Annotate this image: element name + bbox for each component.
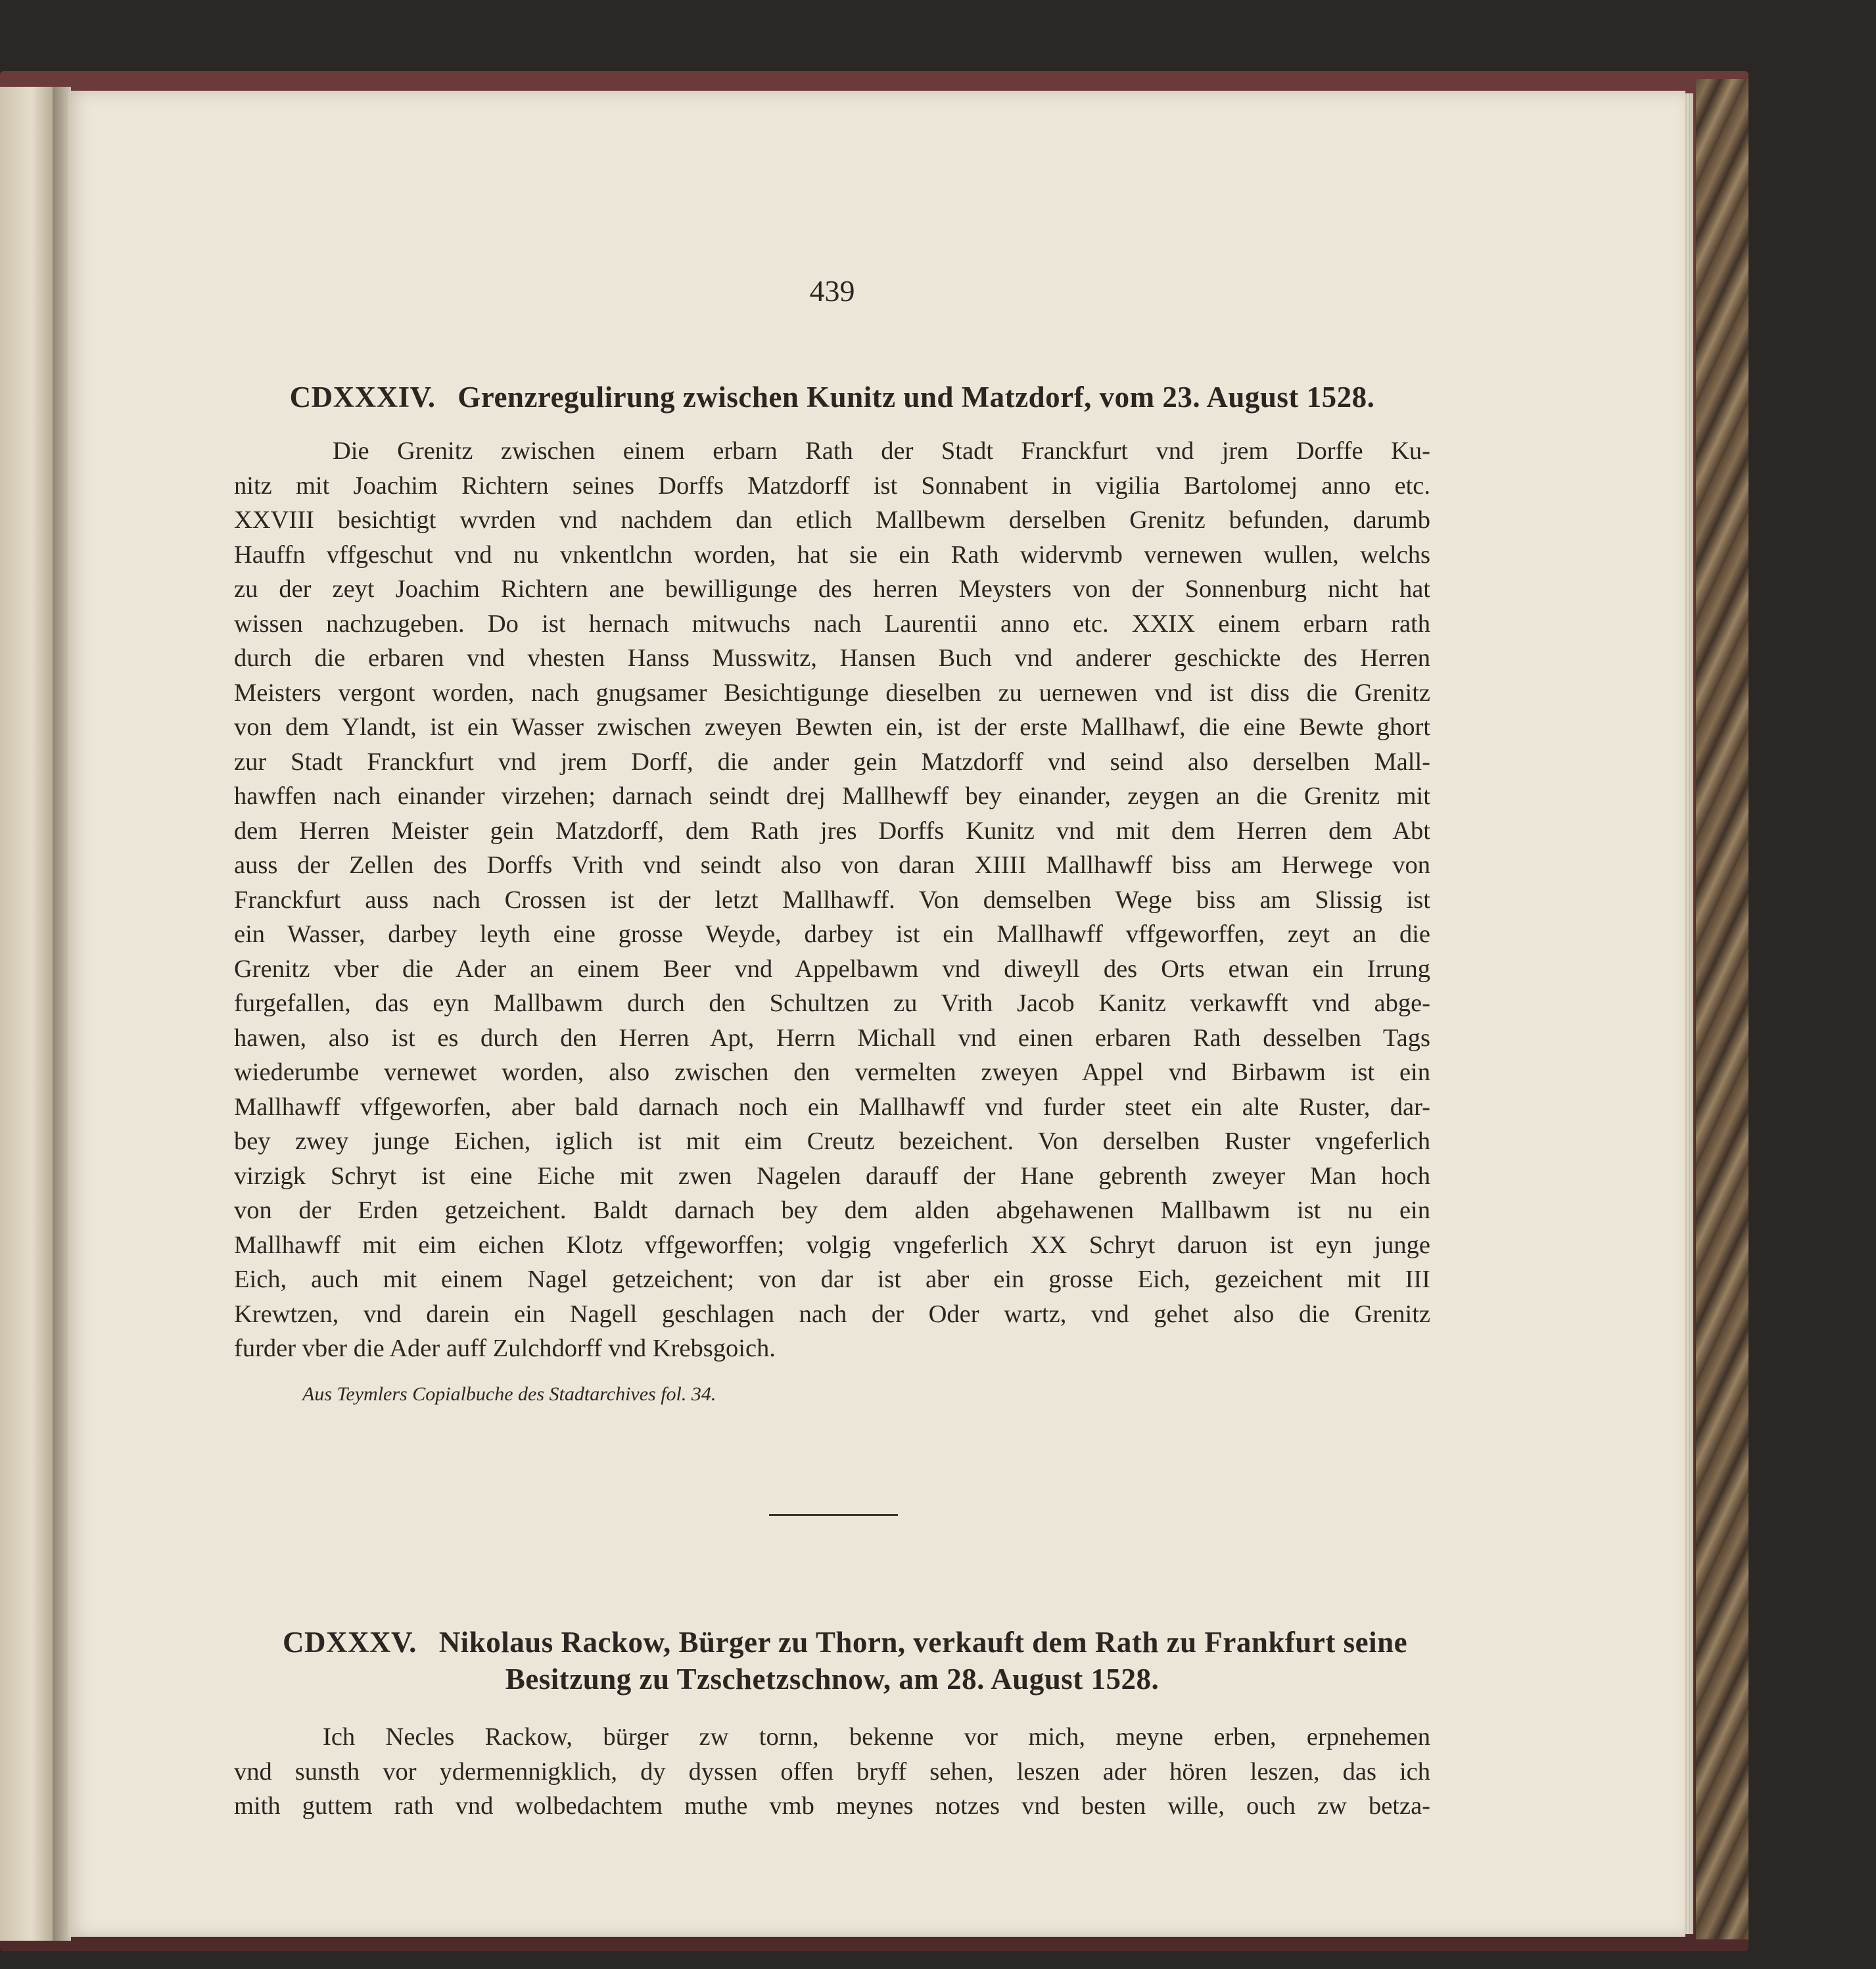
text-line: zu der zeyt Joachim Richtern ane bewilligunge des herren Meysters von der Sonnenburg nicht hat: [234, 575, 1430, 603]
text-line: nitz mit Joachim Richtern seines Dorffs Matzdorff ist Sonnabent in vigilia Bartolomej anno etc.: [234, 471, 1430, 500]
text-line: von der Erden getzeichent. Baldt darnach bey dem alden abgehawenen Mallbawm ist nu ein: [234, 1197, 1430, 1224]
text-line: von dem Ylandt, ist ein Wasser zwischen zweyen Bewten ein, ist der erste Mallhawf, die eine Bewte ghort: [234, 713, 1430, 741]
document-number-1: CDXXXIV.: [289, 381, 436, 414]
text-line: Die Grenitz zwischen einem erbarn Rath der Stadt Franckfurt vnd jrem Dorffe Ku-: [333, 437, 1430, 465]
text-line: Hauffn vffgeschut vnd nu vnkentlchn worden, hat sie ein Rath widervmb vernewen wullen, welchs: [234, 540, 1430, 569]
text-line: Eich, auch mit einem Nagel getzeichent; von dar ist aber ein grosse Eich, gezeichent mit III: [234, 1266, 1430, 1293]
document-heading-2: [283, 1625, 1426, 1659]
text-line: hawen, also ist es durch den Herren Apt, Herrn Michall vnd einen erbaren Rath desselben Tags: [234, 1024, 1430, 1052]
document-body-2: [234, 1720, 1430, 1824]
text-line: dem Herren Meister gein Matzdorff, dem Rath jres Dorffs Kunitz vnd mit dem Herren dem Abt: [234, 817, 1430, 845]
text-line: Mallhawff vffgeworfen, aber bald darnach noch ein Mallhawff vnd furder steet ein alte Ruster, dar-: [234, 1093, 1430, 1121]
text-line: Meisters vergont worden, nach gnugsamer Besichtigunge dieselben zu uernewen vnd ist diss die Grenitz: [234, 678, 1430, 707]
text-line: zur Stadt Franckfurt vnd jrem Dorff, die ander gein Matzdorff vnd seind also derselben Mall-: [234, 747, 1430, 776]
section-divider: [769, 1514, 898, 1516]
left-page-edge: [0, 87, 53, 1941]
text-line: bey zwey junge Eichen, iglich ist mit eim Creutz bezeichent. Von derselben Ruster vngeferlich: [234, 1127, 1430, 1155]
source-citation: Aus Teymlers Copialbuche des Stadtarchives fol. 34.: [302, 1383, 716, 1405]
text-line: auss der Zellen des Dorffs Vrith vnd seindt also von daran XIIII Mallhawff biss am Herwege von: [234, 851, 1430, 879]
document-title-2-line-2: Besitzung zu Tzschetzschnow, am 28. August 1528.: [505, 1663, 1160, 1696]
document-body-1: [234, 434, 1430, 1366]
text-line: hawffen nach einander virzehen; darnach seindt drej Mallhewff bey einander, zeygen an die Grenitz mit: [234, 782, 1430, 810]
marbled-edge: [1696, 79, 1748, 1939]
text-line: furgefallen, das eyn Mallbawm durch den Schultzen zu Vrith Jacob Kanitz verkawfft vnd abge-: [234, 989, 1430, 1017]
text-line: XXVIII besichtigt wvrden vnd nachdem dan etlich Mallbewm derselben Grenitz befunden, darumb: [234, 506, 1430, 534]
text-line: durch die erbaren vnd vhesten Hanss Musswitz, Hansen Buch vnd anderer geschickte des Herren: [234, 644, 1430, 672]
document-title-1: Grenzregulirung zwischen Kunitz und Matzdorf, vom 23. August 1528.: [457, 381, 1375, 414]
text-line: virzigk Schryt ist eine Eiche mit zwen Nagelen darauff der Hane gebrenth zweyer Man hoch: [234, 1162, 1430, 1190]
text-line: vnd sunsth vor ydermennigklich, dy dyssen offen bryff sehen, leszen ader hören leszen, das ich: [234, 1757, 1430, 1786]
text-line: Mallhawff mit eim eichen Klotz vffgeworffen; volgig vngeferlich XX Schryt daruon ist eyn junge: [234, 1231, 1430, 1259]
document-number-2: CDXXXV.: [283, 1626, 417, 1659]
text-line: mith guttem rath vnd wolbedachtem muthe vmb meynes notzes vnd besten wille, ouch zw betza-: [234, 1792, 1430, 1820]
page-number: 439: [809, 274, 855, 308]
text-line: wissen nachzugeben. Do ist hernach mitwuchs nach Laurentii anno etc. XXIX einem erbarn rath: [234, 609, 1430, 638]
book-page: [68, 91, 1685, 1937]
text-line: ein Wasser, darbey leyth eine grosse Weyde, darbey ist ein Mallhawff vffgeworffen, zeyt an die: [234, 920, 1430, 948]
text-line: furder vber die Ader auff Zulchdorff vnd Krebsgoich.: [234, 1335, 776, 1362]
text-line: Ich Necles Rackow, bürger zw tornn, bekenne vor mich, meyne erben, erpnehemen: [323, 1723, 1430, 1751]
text-line: wiederumbe vernewet worden, also zwischen den vermelten zweyen Appel vnd Birbawm ist ein: [234, 1058, 1430, 1086]
text-line: Franckfurt auss nach Crossen ist der letzt Mallhawff. Von demselben Wege biss am Slissig ist: [234, 886, 1430, 914]
text-line: Grenitz vber die Ader an einem Beer vnd Appelbawm vnd diweyll des Orts etwan ein Irrung: [234, 955, 1430, 983]
document-title-2-line-1: Nikolaus Rackow, Bürger zu Thorn, verkauft dem Rath zu Frankfurt seine: [438, 1626, 1408, 1659]
text-line: Krewtzen, vnd darein ein Nagell geschlagen nach der Oder wartz, vnd gehet also die Grenitz: [234, 1300, 1430, 1328]
document-heading-1: [234, 380, 1430, 414]
